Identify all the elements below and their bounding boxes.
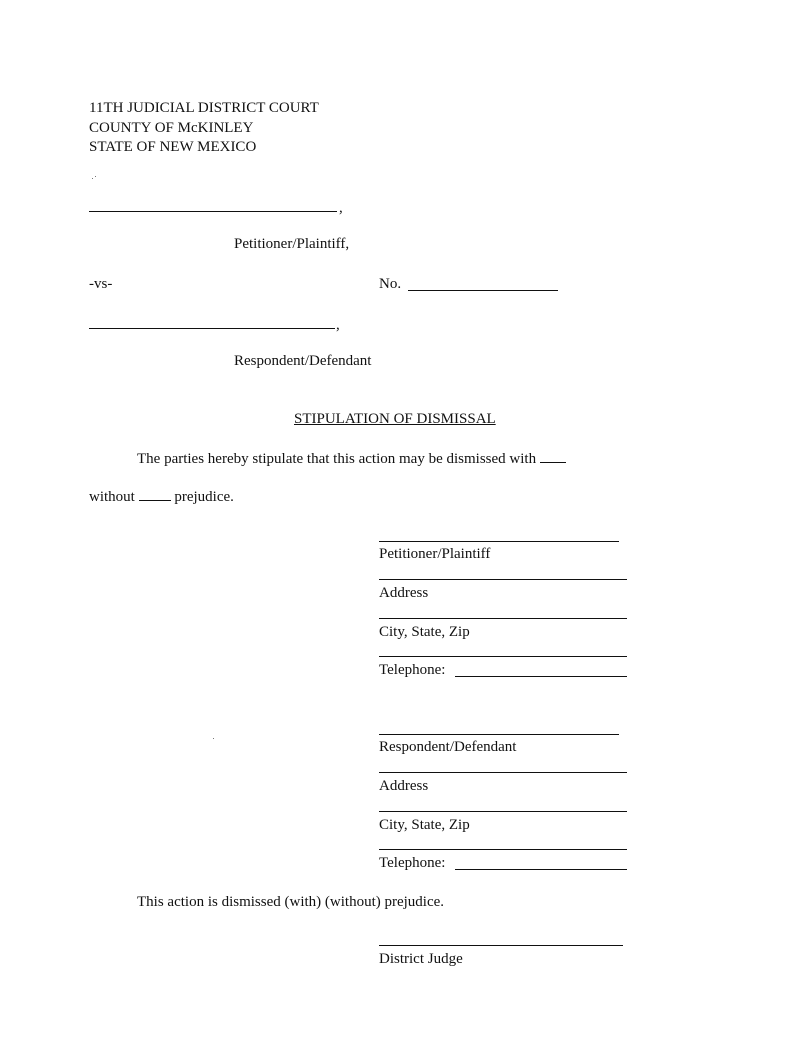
with-prejudice-blank[interactable] — [540, 450, 566, 463]
document-title: STIPULATION OF DISMISSAL — [294, 411, 496, 427]
respondent-extra-line[interactable] — [379, 849, 627, 850]
judge-signature-line[interactable] — [379, 945, 623, 946]
stipulation-paragraph-line2 — [89, 488, 234, 506]
petitioner-city-line[interactable] — [379, 618, 627, 619]
scan-speck — [95, 176, 96, 177]
petitioner-city-label: City, State, Zip — [379, 624, 470, 640]
respondent-comma: , — [336, 317, 340, 333]
petitioner-address-line[interactable] — [379, 579, 627, 580]
without-prejudice-blank[interactable] — [139, 488, 171, 501]
district-judge-label: District Judge — [379, 951, 463, 967]
petitioner-name-line[interactable] — [89, 211, 337, 212]
respondent-name-line[interactable] — [89, 328, 335, 329]
petitioner-extra-line[interactable] — [379, 656, 627, 657]
case-number-line[interactable] — [408, 290, 558, 291]
respondent-telephone-label: Telephone: — [379, 855, 446, 871]
respondent-caption-label: Respondent/Defendant — [234, 353, 372, 369]
respondent-block-label: Respondent/Defendant — [379, 739, 517, 755]
court-county: COUNTY OF McKINLEY — [89, 120, 254, 136]
dismissal-order-text: This action is dismissed (with) (without) prejudice. — [137, 894, 445, 910]
petitioner-telephone-label: Telephone: — [379, 662, 446, 678]
stipulation-paragraph-line1 — [137, 450, 566, 468]
petitioner-address-label: Address — [379, 585, 429, 601]
stipulation-text: The parties hereby stipulate that this action may be dismissed with — [137, 451, 537, 467]
court-state: STATE OF NEW MEXICO — [89, 139, 257, 155]
petitioner-block-label: Petitioner/Plaintiff — [379, 546, 491, 562]
case-number-label: No. — [379, 276, 402, 292]
petitioner-comma: , — [339, 200, 343, 216]
prejudice-text: prejudice. — [174, 489, 234, 505]
respondent-city-label: City, State, Zip — [379, 817, 470, 833]
court-name: 11TH JUDICIAL DISTRICT COURT — [89, 100, 319, 116]
respondent-city-line[interactable] — [379, 811, 627, 812]
respondent-signature-line[interactable] — [379, 734, 619, 735]
versus-label: -vs- — [89, 276, 113, 292]
without-text: without — [89, 489, 135, 505]
petitioner-telephone-line[interactable] — [455, 676, 627, 677]
respondent-address-label: Address — [379, 778, 429, 794]
respondent-telephone-line[interactable] — [455, 869, 627, 870]
scan-speck — [92, 178, 93, 179]
respondent-address-line[interactable] — [379, 772, 627, 773]
scan-speck — [213, 738, 214, 739]
petitioner-signature-line[interactable] — [379, 541, 619, 542]
petitioner-caption-label: Petitioner/Plaintiff, — [234, 236, 350, 252]
